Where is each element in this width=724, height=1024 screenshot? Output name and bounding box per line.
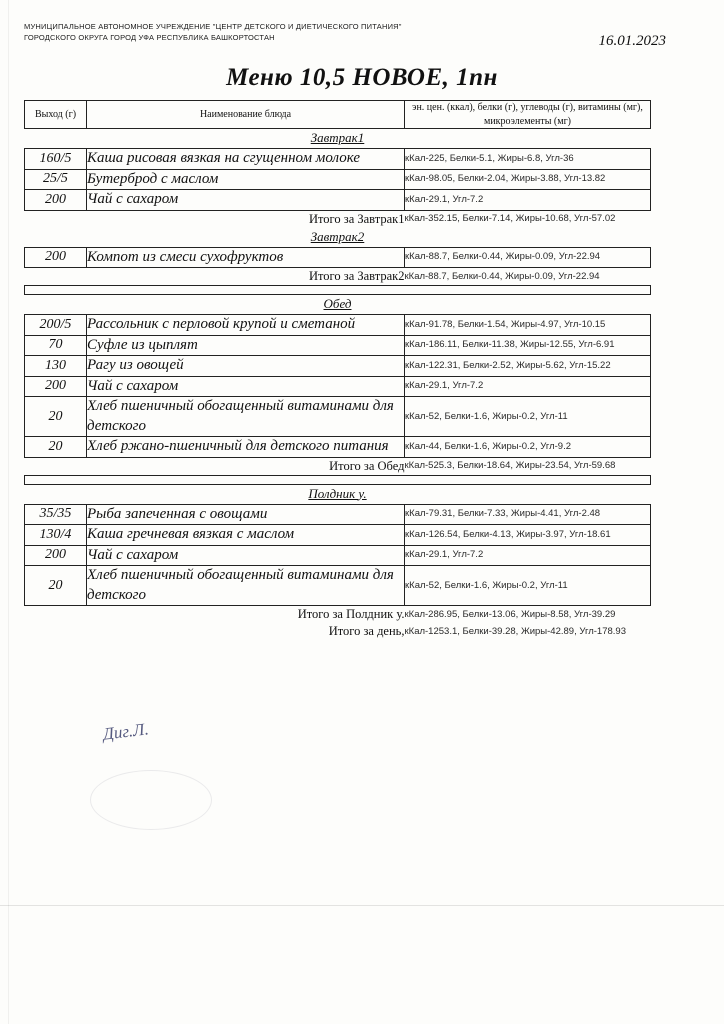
- table-row: [25, 335, 651, 356]
- section-total-label: Итого за Завтрак1: [308, 211, 405, 226]
- table-row: [25, 545, 651, 566]
- organization-header: МУНИЦИПАЛЬНОЕ АВТОНОМНОЕ УЧРЕЖДЕНИЕ "ЦЕНТР ДЕТСКОГО И ДИЕТИЧЕСКОГО ПИТАНИЯ" ГОРОДСКОГО ОКРУГА ГОРОД УФА РЕСПУБЛИКА БАШКОРТОСТАН: [24, 22, 402, 42]
- row-output: 20: [25, 397, 87, 437]
- section-total-row: [25, 268, 651, 286]
- row-dish-name: Рыба запеченная с овощами: [87, 504, 405, 525]
- table-row: [25, 149, 651, 170]
- row-output: 160/5: [25, 149, 87, 170]
- row-dish-name: Хлеб пшеничный обогащенный витаминами для детского: [87, 566, 405, 606]
- row-output: 200: [25, 190, 87, 211]
- table-row: [25, 169, 651, 190]
- row-nutrition: кКал-29.1, Угл-7.2: [405, 376, 651, 397]
- section-total-value: кКал-88.7, Белки-0.44, Жиры-0.09, Угл-22.94: [404, 270, 600, 282]
- table-row: [25, 315, 651, 336]
- row-output: 200/5: [25, 315, 87, 336]
- row-dish-name: Каша гречневая вязкая с маслом: [87, 525, 405, 546]
- column-header-name: Наименование блюда: [87, 101, 405, 129]
- table-row: [25, 437, 651, 458]
- section-label: Полдник у.: [308, 485, 367, 501]
- row-nutrition: кКал-88.7, Белки-0.44, Жиры-0.09, Угл-22.94: [405, 247, 651, 268]
- document-date: 16.01.2023: [598, 33, 666, 49]
- section-label: Завтрак2: [310, 228, 365, 244]
- day-total-row: [25, 623, 651, 640]
- row-nutrition: кКал-122.31, Белки-2.52, Жиры-5.62, Угл-15.22: [405, 356, 651, 377]
- page-title: Меню 10,5 НОВОЕ, 1пн: [226, 64, 498, 91]
- row-nutrition: кКал-52, Белки-1.6, Жиры-0.2, Угл-11: [405, 397, 651, 437]
- table-row: [25, 397, 651, 437]
- row-dish-name: Суфле из цыплят: [87, 335, 405, 356]
- row-output: 25/5: [25, 169, 87, 190]
- table-row: [25, 504, 651, 525]
- section-header-row: [25, 295, 651, 315]
- page-edge-line: [8, 0, 9, 1024]
- row-output: 200: [25, 247, 87, 268]
- section-total-label: Итого за Обед: [329, 458, 405, 473]
- table-row: [25, 247, 651, 268]
- row-dish-name: Чай с сахаром: [87, 376, 405, 397]
- row-nutrition: кКал-186.11, Белки-11.38, Жиры-12.55, Угл-6.91: [405, 335, 651, 356]
- row-dish-name: Компот из смеси сухофруктов: [87, 247, 405, 268]
- row-dish-name: Бутерброд с маслом: [87, 169, 405, 190]
- row-output: 35/35: [25, 504, 87, 525]
- table-row: [25, 525, 651, 546]
- menu-table: [24, 100, 651, 640]
- section-label: Завтрак1: [310, 130, 365, 145]
- page-fold-line: [0, 905, 724, 906]
- section-total-row: [25, 210, 651, 228]
- row-output: 20: [25, 566, 87, 606]
- row-nutrition: кКал-79.31, Белки-7.33, Жиры-4.41, Угл-2.48: [405, 504, 651, 525]
- row-output: 130: [25, 356, 87, 377]
- row-nutrition: кКал-98.05, Белки-2.04, Жиры-3.88, Угл-13.82: [405, 169, 651, 190]
- row-dish-name: Чай с сахаром: [87, 190, 405, 211]
- row-dish-name: Рагу из овощей: [87, 356, 405, 377]
- row-nutrition: кКал-29.1, Угл-7.2: [405, 190, 651, 211]
- row-output: 200: [25, 376, 87, 397]
- table-row: [25, 356, 651, 377]
- day-total-value: кКал-1253.1, Белки-39.28, Жиры-42.89, Угл-178.93: [404, 625, 626, 637]
- table-header-row: [25, 101, 651, 129]
- row-output: 20: [25, 437, 87, 458]
- row-nutrition: кКал-29.1, Угл-7.2: [405, 545, 651, 566]
- section-label: Обед: [323, 296, 352, 311]
- section-total-label: Итого за Полдник у.: [297, 607, 405, 621]
- row-spacer: [25, 286, 651, 295]
- section-total-value: кКал-525.3, Белки-18.64, Жиры-23.54, Угл-59.68: [404, 460, 616, 472]
- row-nutrition: кКал-126.54, Белки-4.13, Жиры-3.97, Угл-18.61: [405, 525, 651, 546]
- section-header-row: [25, 484, 651, 504]
- row-nutrition: кКал-52, Белки-1.6, Жиры-0.2, Угл-11: [405, 566, 651, 606]
- row-spacer: [25, 475, 651, 484]
- column-header-output: Выход (г): [25, 101, 87, 129]
- table-row: [25, 566, 651, 606]
- row-nutrition: кКал-91.78, Белки-1.54, Жиры-4.97, Угл-10.15: [405, 315, 651, 336]
- row-dish-name: Рассольник с перловой крупой и сметаной: [87, 315, 405, 336]
- table-row: [25, 376, 651, 397]
- row-dish-name: Чай с сахаром: [87, 545, 405, 566]
- row-dish-name: Каша рисовая вязкая на сгущенном молоке: [87, 149, 405, 170]
- section-total-row: [25, 606, 651, 624]
- row-nutrition: кКал-225, Белки-5.1, Жиры-6.8, Угл-36: [405, 149, 651, 170]
- table-row: [25, 190, 651, 211]
- row-output: 70: [25, 335, 87, 356]
- section-total-value: кКал-352.15, Белки-7.14, Жиры-10.68, Угл-57.02: [404, 213, 616, 225]
- row-output: 200: [25, 545, 87, 566]
- section-header-row: [25, 228, 651, 248]
- day-total-label: Итого за день,: [328, 624, 405, 638]
- row-dish-name: Хлеб ржано-пшеничный для детского питания: [87, 437, 405, 458]
- section-total-label: Итого за Завтрак2: [308, 269, 405, 283]
- column-header-value: эн. цен. (ккал), белки (г), углеводы (г), витамины (мг), микроэлементы (мг): [405, 101, 651, 129]
- section-total-value: кКал-286.95, Белки-13.06, Жиры-8.58, Угл-39.29: [404, 608, 616, 620]
- row-nutrition: кКал-44, Белки-1.6, Жиры-0.2, Угл-9.2: [405, 437, 651, 458]
- signature: Диг.Л.: [101, 719, 150, 744]
- stamp-mark: [90, 770, 212, 830]
- section-total-row: [25, 457, 651, 475]
- row-output: 130/4: [25, 525, 87, 546]
- row-dish-name: Хлеб пшеничный обогащенный витаминами для детского: [87, 397, 405, 437]
- section-header-row: [25, 129, 651, 149]
